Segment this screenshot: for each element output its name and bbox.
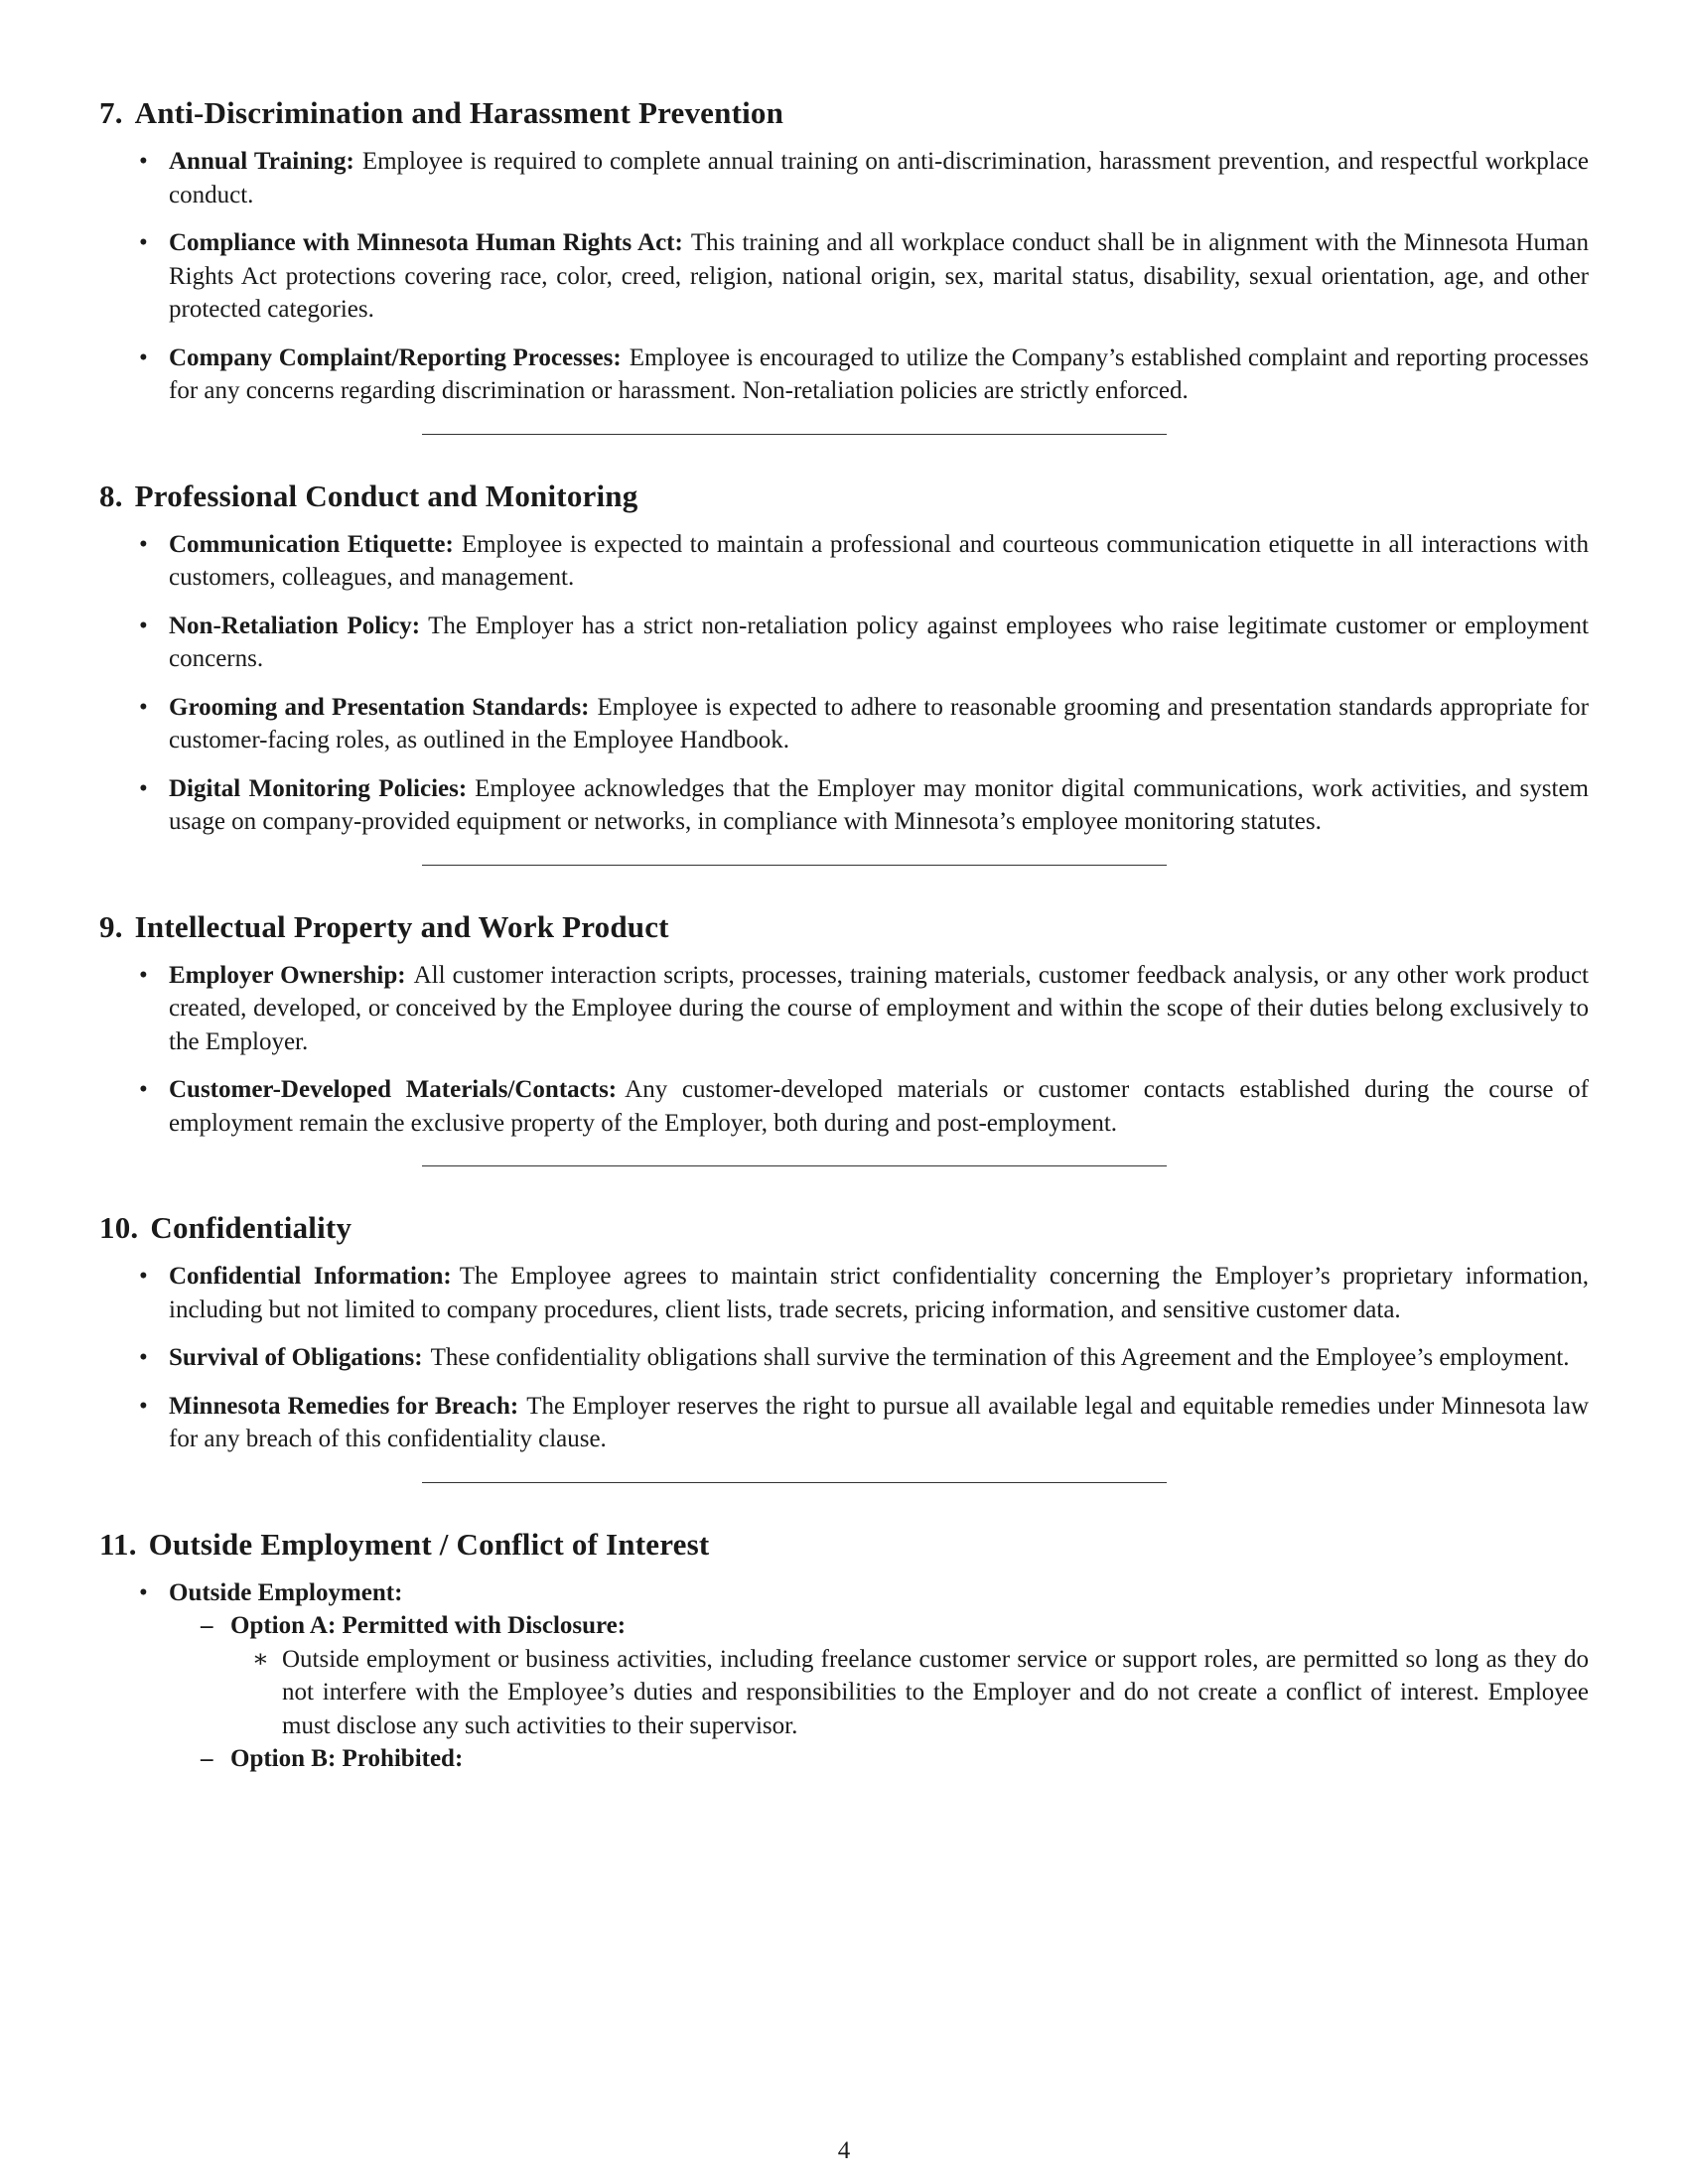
section-8	[99, 478, 1589, 839]
item-lead: Employer Ownership:	[169, 961, 406, 989]
section-divider	[422, 1165, 1167, 1166]
section-number: 11.	[99, 1526, 137, 1562]
bullet-list	[99, 1260, 1589, 1456]
item-lead: Communication Etiquette:	[169, 530, 454, 558]
list-item	[99, 226, 1589, 327]
item-lead: Compliance with Minnesota Human Rights Act:	[169, 229, 683, 256]
option-label: Option B: Prohibited:	[230, 1745, 464, 1772]
list-item	[99, 691, 1589, 757]
section-number: 7.	[99, 95, 123, 130]
option-item	[169, 1609, 1589, 1742]
item-text: This training and all workplace conduct shall be in alignment with the Minnesota Human Rights Act protections covering race, color, creed, religion, national origin, sex, marital status, disability, sexual orientation, age, and other protected categories.	[169, 229, 1589, 323]
item-text: Employee is required to complete annual training on anti-discrimination, harassment prevention, and respectful workplace conduct.	[169, 148, 1590, 208]
list-item	[99, 1260, 1589, 1326]
item-text: All customer interaction scripts, processes, training materials, customer feedback analysis, or any other work product created, developed, or conceived by the Employee during the course of employment and within the scope of their duties belong exclusively to the Employer.	[169, 961, 1589, 1055]
section-number: 10.	[99, 1210, 139, 1245]
item-text: Employee acknowledges that the Employer may monitor digital communications, work activities, and system usage on company-provided equipment or networks, in compliance with Minnesota’s employee monitoring statutes.	[169, 774, 1589, 835]
item-lead: Grooming and Presentation Standards:	[169, 693, 590, 721]
section-7	[99, 95, 1589, 408]
section-title: Intellectual Property and Work Product	[134, 908, 669, 944]
list-item	[99, 528, 1589, 595]
item-text: The Employee agrees to maintain strict confidentiality concerning the Employer’s proprietary information, including but not limited to company procedures, client lists, trade secrets, pricing information, and sensitive customer data.	[169, 1263, 1589, 1323]
document-page	[99, 95, 1589, 1776]
list-item	[99, 1341, 1589, 1375]
option-list	[169, 1609, 1589, 1776]
bullet-list	[99, 528, 1589, 839]
section-heading	[99, 95, 1589, 131]
item-lead: Company Complaint/Reporting Processes:	[169, 343, 622, 371]
section-number: 8.	[99, 478, 123, 513]
item-lead: Confidential Information:	[169, 1263, 452, 1290]
item-text: Employee is expected to maintain a professional and courteous communication etiquette in all interactions with customers, colleagues, and management.	[169, 530, 1589, 591]
option-detail: ∗ Outside employment or business activities, including freelance customer service or support roles, are permitted so long as they do not interfere with the Employee’s duties and responsibilities to the Employer and do not create a conflict of interest. Employee must disclose any such activities to their supervisor.	[230, 1643, 1589, 1743]
item-text: The Employer has a strict non-retaliation policy against employees who raise legitimate customer or employment concerns.	[169, 612, 1589, 672]
section-divider	[422, 434, 1167, 435]
section-11	[99, 1527, 1589, 1776]
list-item	[99, 1576, 1589, 1776]
section-title: Outside Employment / Conflict of Interest	[148, 1526, 710, 1562]
section-title: Confidentiality	[150, 1210, 352, 1245]
section-divider	[422, 1482, 1167, 1483]
option-item	[169, 1742, 1589, 1776]
section-10	[99, 1210, 1589, 1456]
item-text: Any customer-developed materials or customer contacts established during the course of employment remain the exclusive property of the Employer, both during and post-employment.	[169, 1076, 1590, 1137]
item-lead: Annual Training:	[169, 148, 354, 175]
section-number: 9.	[99, 908, 123, 944]
bullet-list	[99, 145, 1589, 408]
section-title: Professional Conduct and Monitoring	[134, 478, 638, 513]
item-lead: Non-Retaliation Policy:	[169, 612, 421, 639]
section-heading	[99, 1527, 1589, 1563]
list-item	[99, 1073, 1589, 1140]
item-lead: Digital Monitoring Policies:	[169, 774, 468, 802]
list-item	[99, 959, 1589, 1059]
section-9	[99, 909, 1589, 1141]
list-item	[99, 145, 1589, 211]
section-heading	[99, 478, 1589, 514]
item-text: These confidentiality obligations shall survive the termination of this Agreement and the Employee’s employment.	[430, 1344, 1570, 1371]
bullet-list	[99, 959, 1589, 1141]
list-item	[99, 341, 1589, 408]
item-lead: Outside Employment:	[169, 1578, 403, 1606]
section-heading	[99, 909, 1589, 945]
section-heading	[99, 1210, 1589, 1246]
item-lead: Survival of Obligations:	[169, 1344, 423, 1371]
item-lead: Minnesota Remedies for Breach:	[169, 1392, 519, 1420]
list-item	[99, 1390, 1589, 1456]
option-label: Option A: Permitted with Disclosure:	[230, 1612, 627, 1639]
list-item	[99, 610, 1589, 676]
option-detail-list	[230, 1643, 1589, 1743]
item-text: The Employer reserves the right to pursue all available legal and equitable remedies under Minnesota law for any breach of this confidentiality clause.	[169, 1392, 1589, 1452]
section-divider	[422, 865, 1167, 866]
page-number: 4	[837, 2137, 851, 2164]
bullet-list	[99, 1576, 1589, 1776]
item-text: Employee is encouraged to utilize the Company’s established complaint and reporting processes for any concerns regarding discrimination or harassment. Non-retaliation policies are strictly enforced.	[169, 343, 1590, 404]
section-title: Anti-Discrimination and Harassment Prevention	[134, 95, 784, 130]
item-lead: Customer-Developed Materials/Contacts:	[169, 1076, 618, 1103]
item-text: Employee is expected to adhere to reasonable grooming and presentation standards appropriate for customer-facing roles, as outlined in the Employee Handbook.	[169, 693, 1589, 753]
list-item	[99, 772, 1589, 839]
